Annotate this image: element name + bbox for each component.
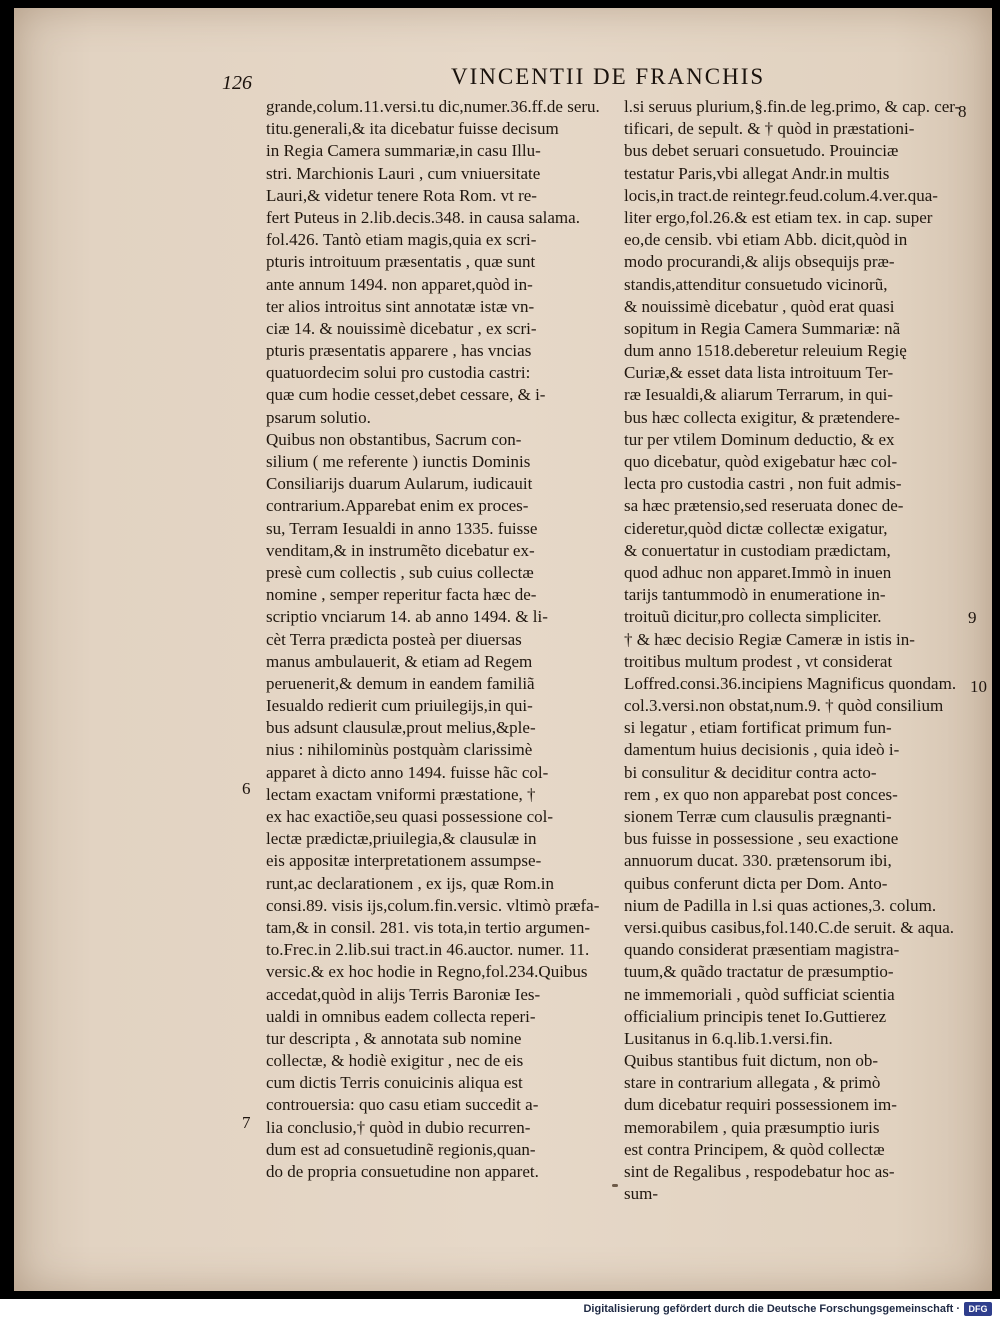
text-line: si legatur , etiam fortificat primum fun- [624, 718, 892, 738]
text-line: in Regia Camera summariæ,in casu Illu- [266, 141, 541, 161]
text-line: damentum huius decisionis , quia ideò i- [624, 740, 900, 760]
text-line: apparet à dicto anno 1494. fuisse hãc col- [266, 762, 549, 782]
margin-number-6: 6 [242, 779, 251, 798]
text-line: silium ( me referente ) iunctis Dominis [266, 452, 531, 471]
text-line: † & hæc decisio Regiæ Cameræ in istis in- [624, 629, 915, 649]
text-line: runt,ac declarationem , ex ijs, quæ Rom.in [266, 873, 554, 893]
text-line: scriptio vnciarum 14. ab anno 1494. & li- [266, 607, 548, 627]
text-line: cèt Terra prædicta posteà per diuersas [266, 629, 522, 649]
text-line: Quibus stantibus fuit dictum, non ob- [624, 1051, 879, 1071]
text-line: ex hac exactiõe,seu quasi possessione col- [266, 807, 554, 826]
text-line: sionem Terræ cum clausulis prægnanti- [624, 807, 892, 826]
text-line: tuum,& quãdo tractatur de præsumptio- [624, 962, 894, 982]
text-line: troitibus multum prodest , vt considerat [624, 651, 893, 671]
text-line: venditam,& in instrumẽto dicebatur ex- [266, 540, 535, 560]
text-line: psarum solutio. [266, 407, 371, 427]
text-line: cum dictis Terris conuicinis aliqua est [266, 1073, 523, 1093]
text-line: ter alios introitus sint annotatæ istæ vn- [266, 296, 535, 316]
text-line: Lusitanus in 6.q.lib.1.versi.fin. [624, 1028, 833, 1048]
text-line: tur per vtilem Dominum deductio, & ex [624, 429, 895, 449]
right-text-column [624, 96, 972, 1205]
text-line: nomine , semper reperitur facta hæc de- [266, 585, 537, 605]
text-line: & conuertatur in custodiam prædictam, [624, 540, 891, 560]
text-line: officialium principis tenet Io.Guttierez [624, 1006, 887, 1026]
text-line: tur descripta , & annotata sub nomine [266, 1028, 522, 1048]
text-line: contrarium.Apparebat enim ex proces- [266, 496, 529, 516]
margin-number-7: 7 [242, 1113, 251, 1132]
text-line: su, Terram Iesualdi in anno 1335. fuisse [266, 518, 538, 538]
text-line: sint de Regalibus , respodebatur hoc as- [624, 1162, 895, 1181]
text-line: bi consulitur & deciditur contra acto- [624, 762, 877, 782]
text-line: & nouissimè dicebatur , quòd erat quasi [624, 296, 895, 316]
text-line: ciæ 14. & nouissimè dicebatur , ex scri- [266, 318, 537, 338]
text-line: Quibus non obstantibus, Sacrum con- [266, 429, 522, 449]
margin-number-10: 10 [970, 677, 987, 696]
text-line: pturis introituum præsentatis , quæ sunt [266, 252, 536, 272]
text-line: versic.& ex hoc hodie in Regno,fol.234.Quibus [266, 962, 588, 982]
text-line: grande,colum.11.versi.tu dic,numer.36.ff.de seru. [266, 97, 600, 116]
text-line: nius : nihilominùs postquàm clarissimè [266, 740, 533, 760]
text-line: nium de Padilla in l.si quas actiones,3. colum. [624, 895, 937, 915]
text-line: quo dicebatur, quòd exigebatur hæc col- [624, 452, 898, 471]
text-line: versi.quibus casibus,fol.140.C.de seruit. & aqua. [624, 917, 955, 937]
ink-mark [612, 1184, 618, 1187]
book-page [14, 8, 992, 1291]
page-number: 126 [222, 72, 252, 94]
text-line: quæ cum hodie cesset,debet cessare, & i- [266, 385, 546, 405]
footer-band [0, 1299, 1000, 1321]
text-line: peruenerit,& demum in eandem familiã [266, 673, 535, 693]
text-line: pturis præsentatis apparere , has vncias [266, 341, 532, 361]
dfg-logo-icon: DFG [964, 1302, 992, 1316]
text-line: Consiliarijs duarum Aularum, iudicauit [266, 474, 533, 494]
text-line: bus debet seruari consuetudo. Prouinciæ [624, 141, 899, 161]
text-line: manus ambulauerit, & etiam ad Regem [266, 651, 533, 671]
text-line: sopitum in Regia Camera Summariæ: nã [624, 318, 901, 338]
text-line: dum est ad consuetudinẽ regionis,quan- [266, 1139, 536, 1159]
text-line: tam,& in consil. 281. vis tota,in tertio argumen- [266, 917, 591, 937]
text-line: stri. Marchionis Lauri , cum vniuersitate [266, 163, 541, 183]
text-line: dum anno 1518.deberetur releuium Regię [624, 341, 907, 361]
text-line: standis,attenditur consuetudo vicinorũ, [624, 274, 888, 294]
text-line: quibus conferunt dicta per Dom. Anto- [624, 873, 888, 893]
margin-number-8: 8 [958, 102, 967, 121]
text-line: col.3.versi.non obstat,num.9. † quòd consilium [624, 696, 944, 716]
text-line: lectam exactam vniformi præstatione, † [266, 784, 536, 804]
text-line: lectæ prædictæ,priuilegia,& clausulæ in [266, 829, 537, 849]
text-line: memorabilem , quia præsumptio iuris [624, 1117, 880, 1137]
text-line: cideretur,quòd dictæ collectæ exigatur, [624, 518, 888, 538]
text-line: collectæ, & hodiè exigitur , nec de eis [266, 1051, 524, 1071]
text-line: quando considerat præsentiam magistra- [624, 940, 900, 960]
text-line: annuorum ducat. 330. prætensorum ibi, [624, 851, 892, 871]
text-line: lia conclusio,† quòd in dubio recurren- [266, 1117, 531, 1137]
text-line: accedat,quòd in alijs Terris Baroniæ Ies- [266, 984, 541, 1004]
text-line: Loffred.consi.36.incipiens Magnificus quondam. [624, 673, 957, 693]
text-line: l.si seruus plurium,§.fin.de leg.primo, & cap. cer- [624, 97, 961, 116]
text-line: lecta pro custodia castri , non fuit admis- [624, 474, 902, 494]
text-line: fert Puteus in 2.lib.decis.348. in causa salama. [266, 207, 580, 227]
text-line: dum dicebatur requiri possessionem im- [624, 1095, 897, 1115]
text-line: ante annum 1494. non apparet,quòd in- [266, 274, 533, 294]
text-line: controuersia: quo casu etiam succedit a- [266, 1095, 539, 1115]
running-head: VINCENTII DE FRANCHIS [451, 64, 766, 89]
text-line: Lauri,& videtur tenere Rota Rom. vt re- [266, 185, 537, 205]
text-line: tarijs tantummodò in enumeratione in- [624, 585, 886, 605]
text-line: Curiæ,& esset data lista introituum Ter- [624, 363, 894, 383]
footer-credit: Digitalisierung gefördert durch die Deutsche Forschungsgemeinschaft · [583, 1303, 960, 1315]
text-line: ræ Iesualdi,& aliarum Terrarum, in qui- [624, 385, 894, 405]
text-line: sa hæc prætensio,sed reseruata donec de- [624, 496, 904, 516]
text-line: rem , ex quo non apparebat post conces- [624, 784, 898, 804]
text-line: locis,in tract.de reintegr.feud.colum.4.ver.qua- [624, 185, 938, 205]
margin-number-9: 9 [968, 608, 977, 627]
text-line: modo procurandi,& alijs obsequijs præ- [624, 252, 895, 272]
text-line: tificari, de sepult. & † quòd in præstationi- [624, 119, 915, 139]
text-line: eo,de censib. vbi etiam Abb. dicit,quòd in [624, 230, 908, 250]
text-line: bus fuisse in possessione , seu exactione [624, 829, 899, 849]
text-line: sum- [624, 1184, 658, 1204]
left-text-column [266, 96, 620, 1183]
text-line: troituũ dicitur,pro collecta simpliciter. [624, 607, 882, 627]
text-line: est contra Principem, & quòd collectæ [624, 1139, 885, 1159]
text-line: Iesualdo redierit cum priuilegijs,in qui- [266, 696, 533, 716]
text-line: presè cum collectis , sub cuius collectæ [266, 562, 534, 582]
text-line: bus adsunt clausulæ,prout melius,&ple- [266, 718, 536, 738]
text-line: stare in contrarium allegata , & primò [624, 1073, 881, 1093]
text-line: to.Frec.in 2.lib.sui tract.in 46.auctor. numer. 11. [266, 940, 590, 960]
text-line: bus hæc collecta exigitur, & prætendere- [624, 407, 900, 427]
text-line: ne immemoriali , quòd sufficiat scientia [624, 984, 895, 1004]
text-line: do de propria consuetudine non apparet. [266, 1162, 539, 1181]
text-line: liter ergo,fol.26.& est etiam tex. in cap. super [624, 207, 933, 227]
text-line: ualdi in omnibus eadem collecta reperi- [266, 1006, 536, 1026]
text-line: quatuordecim solui pro custodia castri: [266, 363, 531, 383]
text-line: testatur Paris,vbi allegat Andr.in multis [624, 163, 890, 183]
text-line: quod adhuc non apparet.Immò in inuen [624, 562, 892, 582]
text-line: titu.generali,& ita dicebatur fuisse decisum [266, 119, 559, 139]
text-line: fol.426. Tantò etiam magis,quia ex scri- [266, 230, 537, 250]
text-line: consi.89. visis ijs,colum.fin.versic. vltimò præfa- [266, 895, 600, 915]
text-line: eis appositæ interpretationem assumpse- [266, 851, 542, 871]
